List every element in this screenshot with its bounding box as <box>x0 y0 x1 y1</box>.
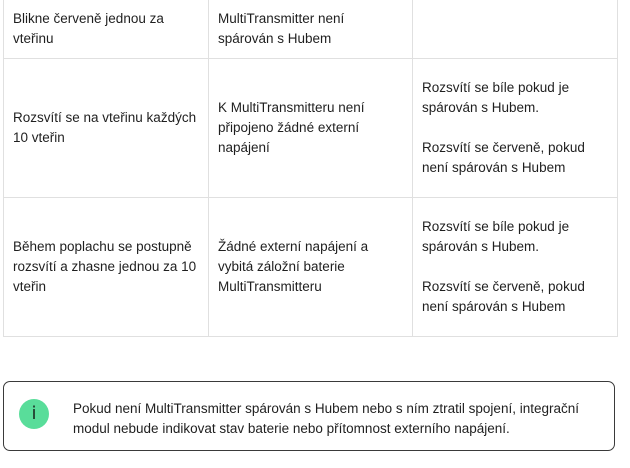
info-callout-text: Pokud není MultiTransmitter spárován s Hubem nebo s ním ztratil spojení, integrační modul nebude indikovat stav baterie nebo přítomnost externího napájení. <box>73 401 579 436</box>
event-text: K MultiTransmitteru není připojeno žádné externí napájení <box>218 100 365 155</box>
indication-text: Během poplachu se postupně rozsvítí a zhasne jednou za 10 vteřin <box>13 239 197 294</box>
led-indication-table <box>3 0 618 337</box>
table-row <box>4 198 618 337</box>
indication-text: Rozsvítí se na vteřinu každých 10 vteřin <box>13 110 197 145</box>
note-paired-text: Rozsvítí se bíle pokud je spárován s Hubem. <box>422 219 570 254</box>
note-paired-text: Rozsvítí se bíle pokud je spárován s Hubem. <box>422 80 570 115</box>
indication-text: Blikne červeně jednou za vteřinu <box>13 10 164 46</box>
note-unpaired-text: Rozsvítí se červeně, pokud není spárován s Hubem <box>422 140 585 175</box>
table-row <box>4 0 618 59</box>
note-cell <box>413 0 618 59</box>
event-text: Žádné externí napájení a vybitá záložní baterie MultiTransmitteru <box>218 239 369 294</box>
note-unpaired-text: Rozsvítí se červeně, pokud není spárován s Hubem <box>422 279 585 314</box>
note-cell <box>413 59 618 198</box>
event-cell <box>209 59 413 198</box>
event-cell <box>209 0 413 59</box>
info-icon: i <box>19 399 49 429</box>
indication-cell <box>4 198 209 337</box>
event-cell <box>209 198 413 337</box>
event-text: MultiTransmitter není spárován s Hubem <box>218 10 345 46</box>
table-row <box>4 59 618 198</box>
note-cell <box>413 198 618 337</box>
indication-cell <box>4 59 209 198</box>
indication-cell <box>4 0 209 59</box>
info-callout <box>3 381 615 451</box>
